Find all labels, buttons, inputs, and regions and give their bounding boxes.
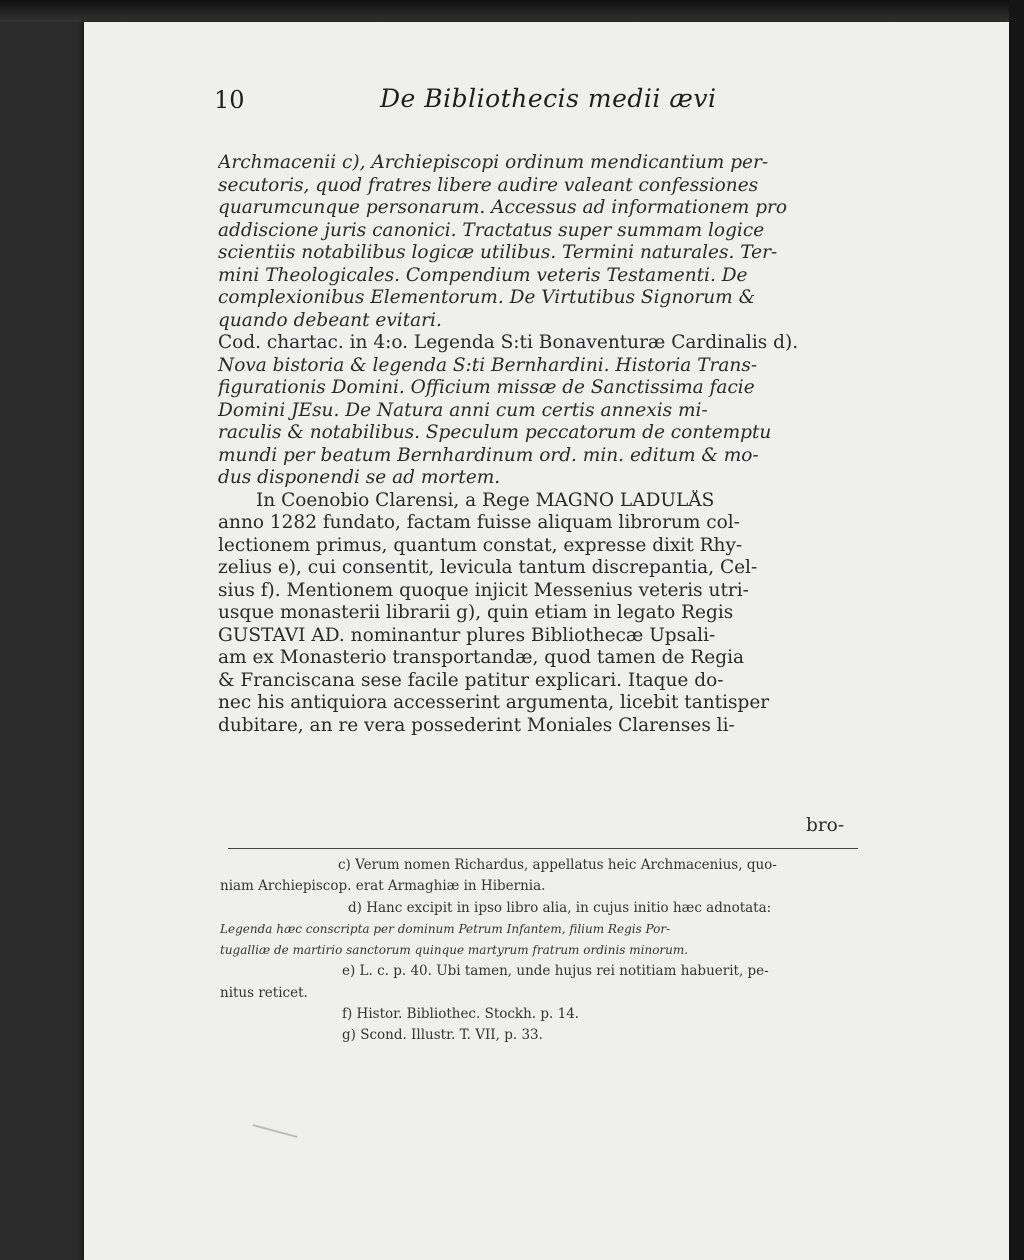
body-line: nec his antiquiora accesserint argumenta, licebit tantisper: [218, 692, 770, 713]
body-line: raculis & notabilibus. Speculum peccatorum de contemptu: [218, 422, 772, 443]
body-line: anno 1282 fundato, factam fuisse aliquam librorum col-: [218, 512, 740, 533]
body-line: Domini JEsu. De Natura anni cum certis annexis mi-: [218, 399, 708, 421]
footnote-rule: [228, 848, 858, 849]
body-text: [218, 152, 858, 737]
body-line: mundi per beatum Bernhardinum ord. min. editum & mo-: [218, 444, 759, 466]
footnote-line: g) Scond. Illustr. T. VII, p. 33.: [342, 1027, 543, 1044]
body-line: figurationis Domini. Officium missæ de Sanctissima facie: [218, 377, 755, 398]
running-head: De Bibliothecis medii ævi: [380, 84, 717, 113]
body-line: usque monasterii librarii g), quin etiam in legato Regis: [218, 602, 734, 623]
body-line: Cod. chartac. in 4:o. Legenda S:ti Bonaventuræ Cardinalis d).: [218, 332, 799, 353]
footnote-line: e) L. c. p. 40. Ubi tamen, unde hujus rei notitiam habuerit, pe-: [342, 963, 769, 980]
footnote-line: tugalliæ de martirio sanctorum quinque martyrum fratrum ordinis minorum.: [220, 943, 689, 958]
body-line: complexionibus Elementorum. De Virtutibus Signorum &: [218, 287, 756, 308]
footnote-line: f) Histor. Bibliothec. Stockh. p. 14.: [342, 1006, 580, 1023]
body-line: In Coenobio Clarensi, a Rege MAGNO LADULÅS: [256, 489, 715, 511]
body-line: zelius e), cui consentit, levicula tantum discrepantia, Cel-: [218, 557, 758, 578]
footnote-line: c) Verum nomen Richardus, appellatus heic Archmacenius, quo-: [338, 857, 777, 873]
body-line: dus disponendi se ad mortem.: [218, 467, 501, 488]
footnotes: [220, 855, 860, 1047]
body-line: am ex Monasterio transportandæ, quod tamen de Regia: [218, 647, 745, 668]
footnote-line: niam Archiepiscop. erat Armaghiæ in Hibernia.: [220, 878, 546, 895]
body-line: secutoris, quod fratres libere audire valeant confessiones: [218, 174, 759, 196]
body-line: addiscione juris canonici. Tractatus super summam logice: [218, 219, 765, 241]
body-line: Archmacenii c), Archiepiscopi ordinum mendicantium per-: [218, 152, 769, 173]
scan-top-edge: [0, 0, 1024, 22]
body-line: sius f). Mentionem quoque injicit Messenius veteris utri-: [218, 579, 749, 601]
body-line: Nova bistoria & legenda S:ti Bernhardini. Historia Trans-: [218, 354, 758, 376]
body-line: lectionem primus, quantum constat, expresse dixit Rhy-: [218, 534, 743, 556]
scan-right-edge: [1009, 0, 1024, 1260]
footnote-line: d) Hanc excipit in ipso libro alia, in cujus initio hæc adnotata:: [348, 899, 772, 916]
footnote-line: Legenda hæc conscripta per dominum Petrum Infantem, filium Regis Por-: [220, 921, 671, 936]
body-line: quando debeant evitari.: [218, 309, 442, 331]
footnote-line: nitus reticet.: [220, 984, 308, 1001]
catchword: bro-: [806, 815, 845, 836]
page-number: 10: [214, 86, 245, 114]
body-line: dubitare, an re vera possederint Moniales Clarenses li-: [218, 714, 735, 736]
body-line: GUSTAVI AD. nominantur plures Bibliothecæ Upsali-: [218, 624, 716, 646]
body-line: scientiis notabilibus logicæ utilibus. Termini naturales. Ter-: [218, 242, 778, 263]
body-line: quarumcunque personarum. Accessus ad informationem pro: [218, 197, 788, 218]
body-line: & Franciscana sese facile patitur explicari. Itaque do-: [218, 669, 724, 691]
body-line: mini Theologicales. Compendium veteris Testamenti. De: [218, 264, 748, 286]
